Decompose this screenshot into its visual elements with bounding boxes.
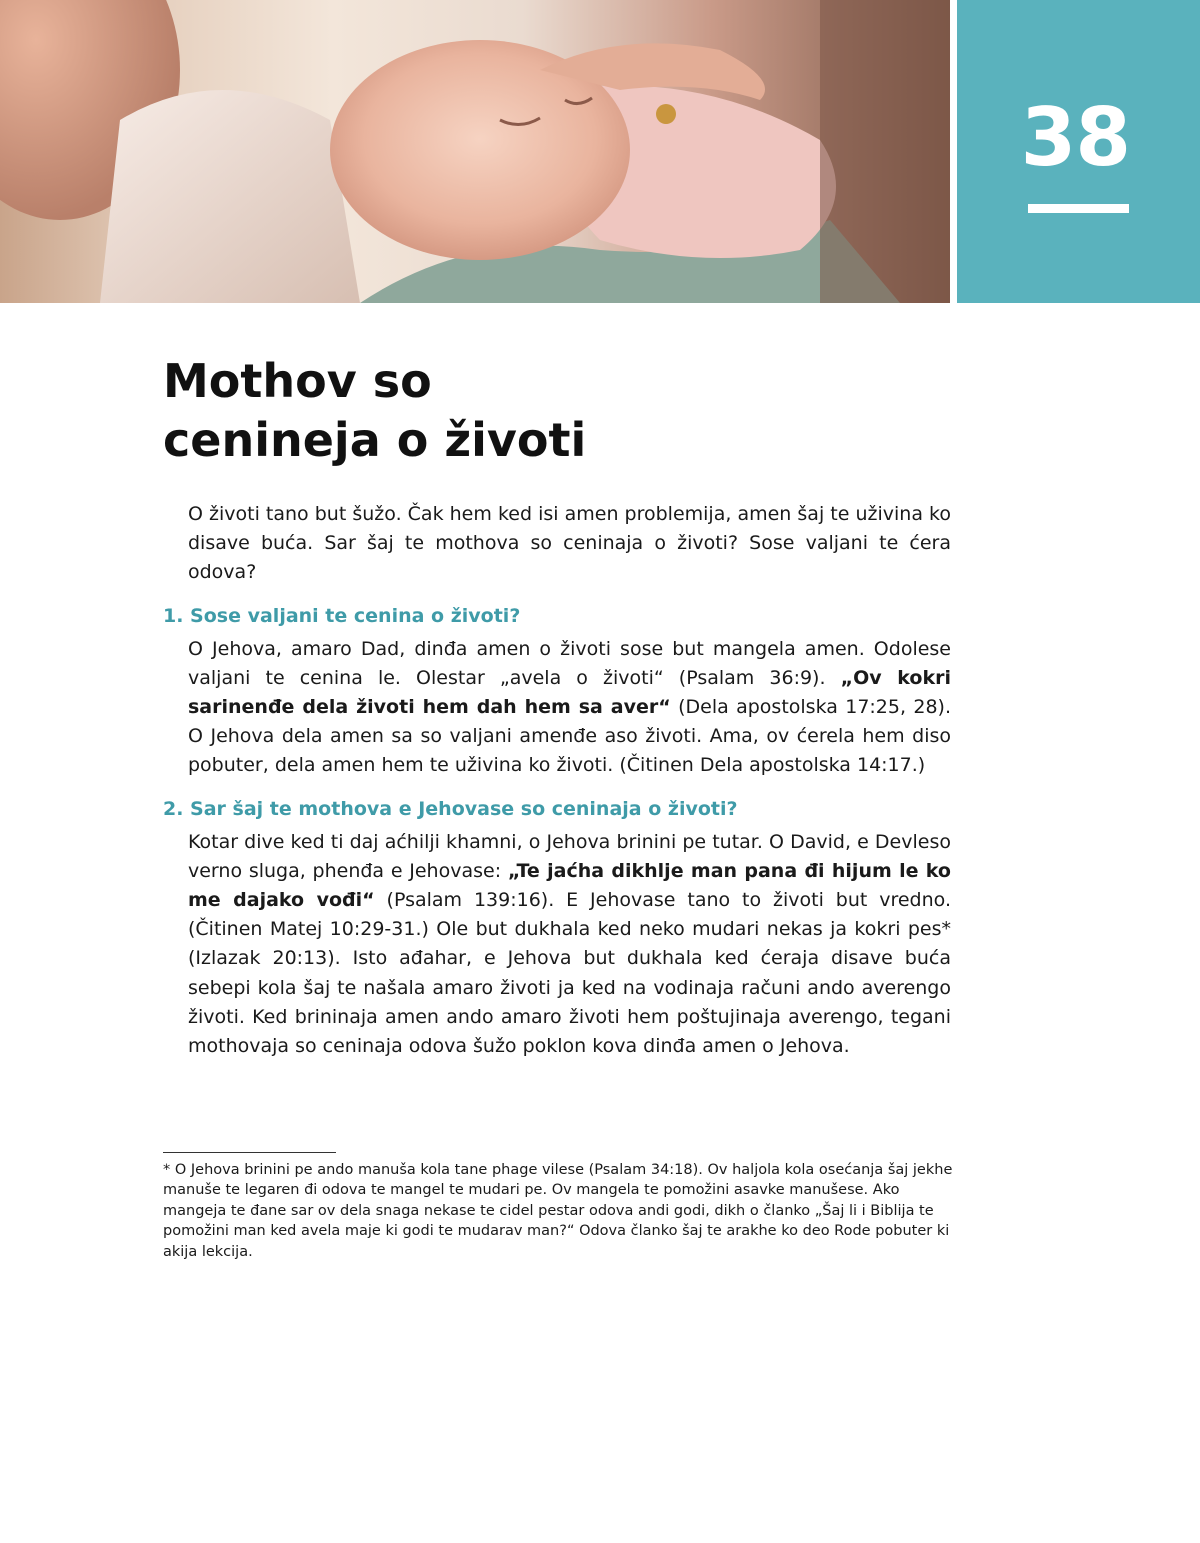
button-shape xyxy=(656,104,676,124)
lesson-body xyxy=(163,500,951,1061)
page-title xyxy=(163,352,863,470)
section-1-text-after: (Dela apostolska 17:25, 28). O Jehova dela amen sa so valjani amenđe aso životi. Ama, ov ćerela hem diso pobuter, dela amen hem te uživina ko životi. (Čitinen Dela apostolska 14:17.) xyxy=(188,696,951,777)
sweater-shape xyxy=(100,90,360,303)
question-heading-2: 2. Sar šaj te mothova e Jehovase so ceninaja o životi? xyxy=(163,797,738,820)
lesson-number-box xyxy=(957,0,1200,303)
question-heading-1: 1. Sose valjani te cenina o životi? xyxy=(163,604,521,627)
section-1-bold-quote: „Ov kokri sarinenđe dela životi hem dah hem sa aver“ xyxy=(188,666,951,719)
hero-photo xyxy=(0,0,950,303)
page-title-line-2: cenineja o životi xyxy=(163,413,587,467)
section-1-text-before: O Jehova, amaro Dad, dinđa amen o životi sose but mangela amen. Odolese valjani te cenina le. Olestar „avela o životi“ (Psalam 36:9). xyxy=(188,637,951,689)
footnote-divider xyxy=(163,1152,336,1153)
section-1-paragraph xyxy=(188,635,951,781)
section-2-paragraph xyxy=(188,828,951,1062)
shadow-shape xyxy=(820,0,950,303)
section-2-bold-quote: „Te jaćha dikhlje man pana đi hijum le ko me dajako vođi“ xyxy=(188,859,951,912)
section-2-text-before: Kotar dive ked ti daj aćhilji khamni, o Jehova brinini pe tutar. O David, e Devleso verno sluga, phenđa e Jehovase: xyxy=(188,830,951,882)
section-2-text-after: (Psalam 139:16). E Jehovase tano to životi but vredno. (Čitinen Matej 10:29-31.) Ole but dukhala ked neko mudari nekas ja kokri pes* (Izlazak 20:13). Isto ađahar, e Jehova but dukhala ked ćeraja disave bućа sebepi kola šaj te našala amaro životi ja ked na vodinaja računi ando averengo životi. Ked brininaja amen ando amaro životi hem poštujinaja averengo, tegani mothovaja so ceninaja odova šužo poklon kova dinđa amen o Jehova. xyxy=(188,889,951,1058)
intro-paragraph: O životi tano but šužo. Čak hem ked isi amen problemija, amen šaj te uživina ko disave bućа. Sar šaj te mothova so ceninaja o životi? Sose valjani te ćera odova? xyxy=(188,503,951,584)
footnote: * O Jehova brinini pe ando manuša kola tane phage vilese (Psalam 34:18). Ov haljola kola osećanja šaj jekhe manuše te legaren đi odova te mangel te mudari pe. Ov mangela te pomožini asavke manušese. Ako mangeja te đane sar ov dela snaga nekase te cidel pestar odova andi godi, dikh o članko „Šaj li i Biblija te pomožini man ked avela maje ki godi te mudarav man?“ Odova članko šaj te arakhe ko deo Rode pobuter ki akija lekcija. xyxy=(163,1162,953,1260)
page-title-line-1: Mothov so xyxy=(163,354,432,408)
lesson-number-underline xyxy=(1028,204,1129,213)
hero-illustration xyxy=(0,0,950,303)
lesson-number: 38 xyxy=(1020,91,1130,184)
